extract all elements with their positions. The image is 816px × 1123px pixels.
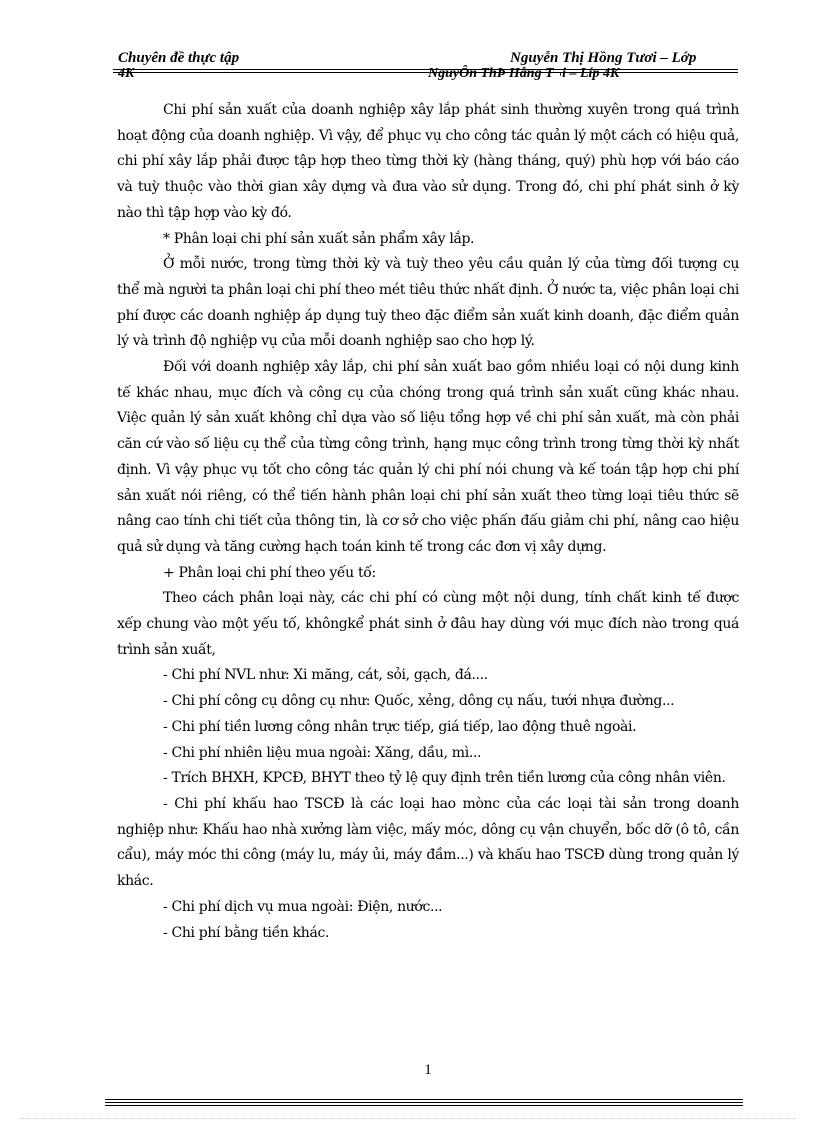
paragraph: * Phân loại chi phí sản xuất sản phẩm xây lắp. [163, 230, 475, 247]
page-number: 1 [424, 1062, 432, 1078]
paragraph: + Phân loại chi phí theo yếu tố: [163, 564, 376, 581]
paragraph: Ở mỗi nước, trong từng thời kỳ và tuỳ theo yêu cầu quản lý của từng đối tượng cụ thể mà người ta phân loại chi phí theo mét tiêu thức nhất định. Ở nước ta, việc phân loại chi phí được các doanh nghiệp áp dụng tuỳ theo đặc điểm sản xuất kinh doanh, đặc điểm quản lý và trình độ nghiệp vụ của mỗi doanh nghiệp sao cho hợp lý. [117, 256, 739, 350]
header-rule [113, 69, 738, 70]
header-class-left: 4K [118, 66, 135, 81]
list-item: - Chi phí NVL như: Xi măng, cát, sỏi, gạch, đá.... [163, 667, 488, 684]
footer-rule [105, 1105, 743, 1106]
footer-rule [105, 1102, 743, 1103]
list-item: - Trích BHXH, KPCĐ, BHYT theo tỷ lệ quy định trên tiền lương của công nhân viên. [163, 770, 726, 787]
header-author-right: Nguyễn Thị Hồng Tươi – Lớp [510, 50, 697, 66]
list-item: - Chi phí tiền lương công nhân trực tiếp, giá tiếp, lao động thuê ngoài. [163, 718, 637, 735]
footer-rule [105, 1099, 743, 1100]
paragraph: Theo cách phân loại này, các chi phí có cùng một nội dung, tính chất kinh tế được xếp chung vào một yếu tố, khôngkể phát sinh ở đâu hay dùng với mục đích nào trong quá trình sản xuất, [117, 590, 739, 658]
paragraph: Chi phí sản xuất của doanh nghiệp xây lắp phát sinh thường xuyên trong quá trình hoạt động của doanh nghiệp. Vì vậy, để phục vụ cho công tác quản lý một cách có hiệu quả, chi phí xây lắp phải được tập hợp theo từng thời kỳ (hàng tháng, quý) phù hợp với báo cáo và tuỳ thuộc vào thời gian xây dựng và đưa vào sử dụng. Trong đó, chi phí phát sinh ở kỳ nào thì tập hợp vào kỳ đó. [117, 102, 739, 221]
header-author-garbled: NguyÔn ThÞ Hång T¬i – Líp 4K [428, 66, 620, 81]
page-edge [20, 1118, 796, 1119]
paragraph: Đối với doanh nghiệp xây lắp, chi phí sản xuất bao gồm nhiều loại có nội dung kinh tế khác nhau, mục đích và công cụ của chóng trong quá trình sản xuất cũng khác nhau. Việc quản lý sản xuất không chỉ dựa vào số liệu tổng hợp về chi phí sản xuất, mà còn phải căn cứ vào số liệu cụ thể của từng công trình, hạng mục công trình trong từng thời kỳ nhất định. Vì vậy phục vụ tốt cho công tác quản lý chi phí nói chung và kế toán tập hợp chi phí sản xuất nói riêng, có thể tiến hành phân loại chi phí sản xuất theo từng loại tiêu thức sẽ nâng cao tính chi tiết của thông tin, là cơ sở cho việc phấn đấu giảm chi phí, nâng cao hiệu quả sử dụng và tăng cường hạch toán kinh tế trong các đơn vị xây dựng. [117, 359, 739, 555]
header-title-left: Chuyên đề thực tập [118, 50, 240, 66]
body-text [117, 98, 739, 946]
list-item: - Chi phí bằng tiền khác. [163, 924, 330, 941]
list-item: - Chi phí khấu hao TSCĐ là các loại hao mònc của các loại tài sản trong doanh nghiệp như: Khấu hao nhà xưởng làm việc, mấy móc, dông cụ vận chuyển, bốc dỡ (ô tô, cần cẩu), máy móc thi công (máy lu, máy ủi, máy đầm...) và khấu hao TSCĐ dùng trong quản lý khác. [117, 795, 739, 890]
list-item: - Chi phí nhiên liệu mua ngoài: Xăng, dầu, mì... [163, 744, 482, 761]
header-rule-double [113, 72, 738, 73]
list-item: - Chi phí công cụ dông cụ như: Quốc, xẻng, dông cụ nấu, tưới nhựa đường... [163, 693, 675, 710]
list-item: - Chi phí dịch vụ mua ngoài: Điện, nước... [163, 898, 443, 915]
